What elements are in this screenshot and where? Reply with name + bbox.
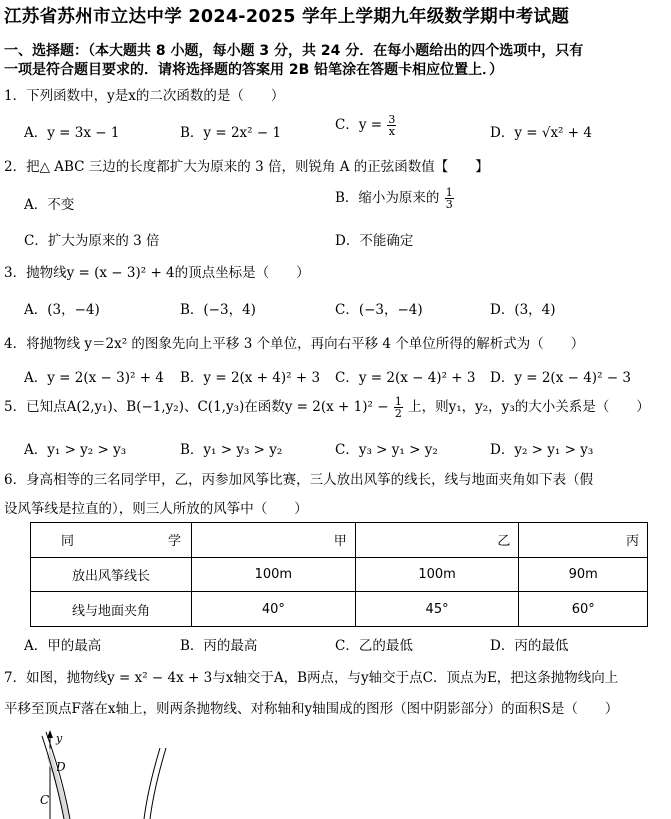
q6-option-c: C．乙的最低 xyxy=(335,638,413,654)
q3-option-c: C．(−3，−4) xyxy=(335,302,423,318)
q5-option-b: B．y₁ > y₃ > y₂ xyxy=(180,442,283,458)
q6-option-a: A．甲的最高 xyxy=(24,638,102,654)
q3-option-a: A．(3，−4) xyxy=(24,302,100,318)
cell-length-bing: 90m xyxy=(519,557,648,592)
cell-angle-jia: 40° xyxy=(192,592,356,627)
label-c: C xyxy=(40,793,50,807)
q2-stem: 2．把△ ABC 三边的长度都扩大为原来的 3 倍，则锐角 A 的正弦函数值【 】 xyxy=(4,159,489,175)
q3-stem: 3．抛物线y = (x − 3)² + 4的顶点坐标是（ ） xyxy=(4,265,310,281)
q3-option-b: B．(−3，4) xyxy=(180,302,256,318)
q3-option-d: D．(3，4) xyxy=(490,302,556,318)
cell-angle-bing: 60° xyxy=(519,592,648,627)
q7-stem-line2: 平移至顶点F落在x轴上，则两条抛物线、对称轴和y轴围成的图形（图中阴影部分）的面积S是（ ） xyxy=(4,701,619,717)
header-char-1: 同 xyxy=(61,534,75,550)
q6-option-d: D．丙的最低 xyxy=(490,638,569,654)
q1-c-numerator: 3 xyxy=(388,113,396,126)
section-header-line2: 一项是符合题目要求的．请将选择题的答案用 2B 铅笔涂在答题卡相应位置上．） xyxy=(4,62,504,78)
table-header-yi: 乙 xyxy=(355,523,519,558)
q5-option-a: A．y₁ > y₂ > y₃ xyxy=(24,442,127,458)
q5-stem-pre: 5．已知点A(2,y₁)、B(−1,y₂)、C(1,y₃)在函数y = 2(x + 1)² − xyxy=(4,399,389,415)
q5-option-d: D．y₂ > y₁ > y₃ xyxy=(490,442,594,458)
q2-option-a: A．不变 xyxy=(24,197,75,213)
row-label-length: 放出风筝线长 xyxy=(31,557,192,592)
row-label-angle: 线与地面夹角 xyxy=(31,592,192,627)
parabola-upper-right-branch xyxy=(150,748,166,819)
q6-option-b: B．丙的最高 xyxy=(180,638,258,654)
table-header-row xyxy=(31,523,648,558)
q2-option-b-fraction xyxy=(445,187,454,210)
q1-option-b: B．y = 2x² − 1 xyxy=(180,125,282,141)
table-header-bing: 丙 xyxy=(519,523,648,558)
header-char-2: 学 xyxy=(167,534,181,550)
q5-numerator: 1 xyxy=(394,395,402,408)
section-header-line1: 一、选择题：（本大题共 8 小题，每小题 3 分，共 24 分．在每小题给出的四个选项中，只有 xyxy=(4,43,584,59)
kite-data-table xyxy=(30,522,648,627)
table-header-jia: 甲 xyxy=(192,523,356,558)
label-d: D xyxy=(56,760,66,774)
cell-length-yi: 100m xyxy=(355,557,519,592)
q1-stem: 1．下列函数中，y是x的二次函数的是（ ） xyxy=(4,88,285,104)
q1-option-d: D．y = √x² + 4 xyxy=(490,125,592,141)
parabola-figure xyxy=(20,728,200,819)
q1-option-c xyxy=(335,113,397,137)
label-y: y xyxy=(56,732,63,745)
q2-option-b xyxy=(335,186,455,210)
cell-length-jia: 100m xyxy=(192,557,356,592)
q1-option-c-prefix: C．y = xyxy=(335,117,383,133)
page-title: 江苏省苏州市立达中学 2024-2025 学年上学期九年级数学期中考试题 xyxy=(4,7,570,27)
table-header-student xyxy=(31,523,192,558)
table-row xyxy=(31,592,648,627)
q5-option-c: C．y₃ > y₁ > y₂ xyxy=(335,442,438,458)
table-row xyxy=(31,557,648,592)
q1-c-denominator: x xyxy=(388,125,395,138)
q6-stem-line2: 设风筝线是拉直的），则三人所放的风筝中（ ） xyxy=(4,501,308,517)
q4-option-a: A．y = 2(x − 3)² + 4 xyxy=(24,370,164,386)
q5-stem xyxy=(4,395,650,419)
q4-option-b: B．y = 2(x + 4)² + 3 xyxy=(180,370,321,386)
q2-option-b-prefix: B．缩小为原来的 xyxy=(335,190,440,206)
q1-option-a: A．y = 3x − 1 xyxy=(24,125,120,141)
q4-option-d: D．y = 2(x − 4)² − 3 xyxy=(490,370,631,386)
q5-stem-fraction xyxy=(394,396,403,419)
q2-option-c: C．扩大为原来的 3 倍 xyxy=(24,233,160,249)
q5-stem-post: 上，则y₁，y₂，y₃的大小关系是（ ） xyxy=(408,399,650,415)
q2-b-denominator: 3 xyxy=(445,198,453,211)
cell-angle-yi: 45° xyxy=(355,592,519,627)
q6-stem-line1: 6．身高相等的三名同学甲，乙，丙参加风筝比赛，三人放出风筝的线长，线与地面夹角如下表（假 xyxy=(4,472,594,488)
q4-option-c: C．y = 2(x − 4)² + 3 xyxy=(335,370,476,386)
q2-b-numerator: 1 xyxy=(445,186,453,199)
q2-option-d: D．不能确定 xyxy=(335,233,414,249)
q7-stem-line1: 7．如图，抛物线y = x² − 4x + 3与x轴交于A，B两点，与y轴交于点C．顶点为E，把这条抛物线向上 xyxy=(4,670,619,686)
q4-stem: 4．将抛物线 y＝2x² 的图象先向上平移 3 个单位，再向右平移 4 个单位所得的解析式为（ ） xyxy=(4,336,585,352)
q5-denominator: 2 xyxy=(394,407,402,420)
q1-option-c-fraction xyxy=(387,114,396,137)
